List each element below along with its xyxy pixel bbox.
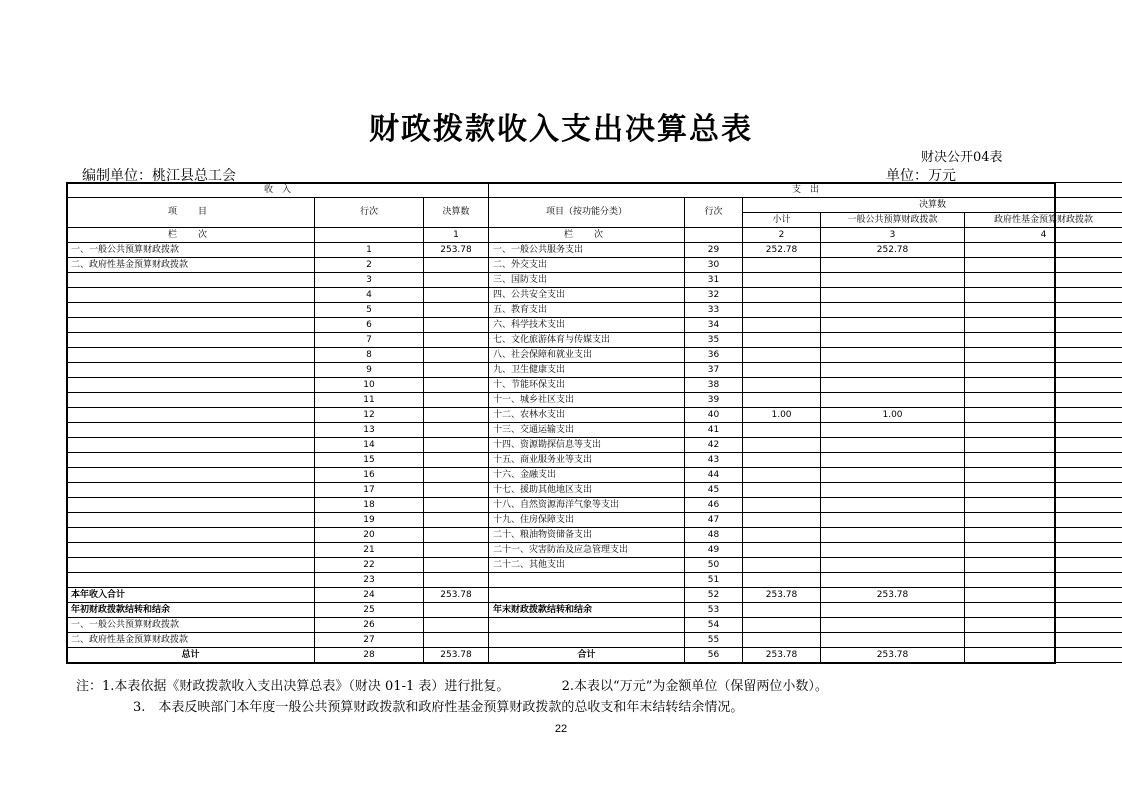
income-line-no-cell: 5 <box>315 303 424 318</box>
income-line-no-cell: 18 <box>315 498 424 513</box>
subtotal-cell <box>743 498 821 513</box>
general-budget-cell <box>821 348 965 363</box>
subtotal-cell: 253.78 <box>743 648 821 663</box>
expense-item-cell: 十三、交通运输支出 <box>489 423 685 438</box>
table-row <box>67 498 1122 513</box>
subtotal-cell <box>743 528 821 543</box>
table-row <box>67 483 1122 498</box>
expense-line-no-cell: 34 <box>685 318 743 333</box>
income-amount-cell <box>424 573 489 588</box>
subtotal-header: 小计 <box>743 213 821 228</box>
expense-line-no-cell: 30 <box>685 258 743 273</box>
subtotal-cell <box>743 363 821 378</box>
general-budget-cell <box>821 303 965 318</box>
gov-fund-cell <box>965 543 1122 558</box>
table-row <box>67 648 1122 663</box>
table-row <box>67 408 1122 423</box>
expense-line-no-cell: 44 <box>685 468 743 483</box>
subtotal-cell <box>743 348 821 363</box>
income-line-no-cell: 2 <box>315 258 424 273</box>
expense-item-cell: 七、文化旅游体育与传媒支出 <box>489 333 685 348</box>
expense-item-cell: 十一、城乡社区支出 <box>489 393 685 408</box>
expense-item-cell <box>489 618 685 633</box>
income-line-no-cell: 7 <box>315 333 424 348</box>
income-line-no-cell: 26 <box>315 618 424 633</box>
expense-item-cell: 年末财政拨款结转和结余 <box>489 603 685 618</box>
table-number: 财决公开04表 <box>921 150 1003 165</box>
income-line-no-cell: 8 <box>315 348 424 363</box>
expense-item-cell: 二十、粮油物资储备支出 <box>489 528 685 543</box>
column-index-row <box>67 228 1122 243</box>
income-line-no-cell: 10 <box>315 378 424 393</box>
subtotal-cell: 253.78 <box>743 588 821 603</box>
table-row <box>67 333 1122 348</box>
general-budget-cell <box>821 498 965 513</box>
line-no-header-2: 行次 <box>685 198 743 228</box>
gov-fund-cell <box>965 438 1122 453</box>
general-budget-cell <box>821 483 965 498</box>
income-amount-cell <box>424 528 489 543</box>
expense-item-cell: 十九、住房保障支出 <box>489 513 685 528</box>
table-row <box>67 243 1122 258</box>
expense-item-cell: 五、教育支出 <box>489 303 685 318</box>
expense-item-cell <box>489 588 685 603</box>
income-item-cell <box>67 468 315 483</box>
income-item-cell <box>67 363 315 378</box>
income-line-no-cell: 24 <box>315 588 424 603</box>
income-line-no-cell: 19 <box>315 513 424 528</box>
general-budget-cell <box>821 618 965 633</box>
gov-fund-cell <box>965 258 1122 273</box>
general-budget-cell <box>821 393 965 408</box>
table-row <box>67 618 1122 633</box>
gov-fund-cell <box>965 243 1122 258</box>
general-budget-cell <box>821 528 965 543</box>
expense-item-cell: 二十二、其他支出 <box>489 558 685 573</box>
gov-fund-cell <box>965 528 1122 543</box>
page-title: 财政拨款收入支出决算总表 <box>369 112 753 147</box>
income-line-no-cell: 1 <box>315 243 424 258</box>
table-row <box>67 573 1122 588</box>
subtotal-cell <box>743 438 821 453</box>
expense-line-no-cell: 49 <box>685 543 743 558</box>
income-item-cell <box>67 393 315 408</box>
income-line-no-cell: 6 <box>315 318 424 333</box>
income-item-cell <box>67 288 315 303</box>
table-row <box>67 288 1122 303</box>
col-index-3: 3 <box>821 228 965 243</box>
expense-item-cell: 二、外交支出 <box>489 258 685 273</box>
table-row <box>67 378 1122 393</box>
general-budget-cell <box>821 453 965 468</box>
income-amount-cell <box>424 453 489 468</box>
subtotal-cell <box>743 558 821 573</box>
table-row <box>67 318 1122 333</box>
subtotal-cell <box>743 333 821 348</box>
income-item-cell <box>67 453 315 468</box>
income-item-cell <box>67 318 315 333</box>
income-amount-cell <box>424 273 489 288</box>
table-row <box>67 543 1122 558</box>
expense-item-cell: 合计 <box>489 648 685 663</box>
final-amount-header: 决算数 <box>424 198 489 228</box>
gov-fund-cell <box>965 288 1122 303</box>
subtotal-cell: 252.78 <box>743 243 821 258</box>
income-item-cell <box>67 303 315 318</box>
gov-fund-cell <box>965 333 1122 348</box>
expense-line-no-cell: 29 <box>685 243 743 258</box>
gov-fund-cell <box>965 468 1122 483</box>
general-budget-cell: 253.78 <box>821 588 965 603</box>
income-amount-cell <box>424 438 489 453</box>
general-budget-cell <box>821 573 965 588</box>
income-item-cell <box>67 513 315 528</box>
gov-fund-cell <box>965 318 1122 333</box>
income-item-cell <box>67 528 315 543</box>
expense-line-no-cell: 46 <box>685 498 743 513</box>
subtotal-cell <box>743 303 821 318</box>
subtotal-cell <box>743 423 821 438</box>
income-amount-cell <box>424 258 489 273</box>
gov-fund-cell <box>965 483 1122 498</box>
subtotal-cell <box>743 618 821 633</box>
income-item-cell <box>67 438 315 453</box>
expense-line-no-cell: 47 <box>685 513 743 528</box>
note-1: 注：1.本表依据《财政拨款收入支出决算总表》（财决 01-1 表）进行批复。 <box>76 679 510 694</box>
expense-item-cell: 八、社会保障和就业支出 <box>489 348 685 363</box>
general-budget-header: 一般公共预算财政拨款 <box>821 213 965 228</box>
income-line-no-cell: 28 <box>315 648 424 663</box>
income-item-cell <box>67 558 315 573</box>
income-amount-cell <box>424 378 489 393</box>
table-row <box>67 273 1122 288</box>
expense-line-no-cell: 54 <box>685 618 743 633</box>
general-budget-cell <box>821 333 965 348</box>
gov-fund-cell <box>965 408 1122 423</box>
gov-fund-cell <box>965 648 1122 663</box>
item-header: 项 目 <box>67 198 315 228</box>
subtotal-cell <box>743 543 821 558</box>
expense-item-cell <box>489 633 685 648</box>
expense-line-no-cell: 52 <box>685 588 743 603</box>
general-budget-cell <box>821 513 965 528</box>
subtotal-cell <box>743 318 821 333</box>
table-row <box>67 423 1122 438</box>
table-row <box>67 633 1122 648</box>
general-budget-cell <box>821 633 965 648</box>
general-budget-cell: 1.00 <box>821 408 965 423</box>
header-row-2 <box>67 198 1122 213</box>
income-line-no-cell: 27 <box>315 633 424 648</box>
table-row <box>67 558 1122 573</box>
column-label-2: 栏 次 <box>489 228 685 243</box>
subtotal-cell <box>743 453 821 468</box>
column-label: 栏 次 <box>67 228 315 243</box>
income-item-cell: 一、一般公共预算财政拨款 <box>67 618 315 633</box>
gov-fund-header: 政府性基金预算财政拨款 <box>965 213 1122 228</box>
income-line-no-cell: 11 <box>315 393 424 408</box>
subtotal-cell <box>743 393 821 408</box>
general-budget-cell: 253.78 <box>821 648 965 663</box>
income-item-cell: 二、政府性基金预算财政拨款 <box>67 633 315 648</box>
income-amount-cell <box>424 363 489 378</box>
func-item-header: 项目（按功能分类） <box>489 198 685 228</box>
expense-line-no-cell: 43 <box>685 453 743 468</box>
gov-fund-cell <box>965 303 1122 318</box>
col-index-4: 4 <box>965 228 1122 243</box>
income-amount-cell <box>424 393 489 408</box>
table-row <box>67 513 1122 528</box>
income-item-cell: 本年收入合计 <box>67 588 315 603</box>
expense-item-cell <box>489 573 685 588</box>
expense-line-no-cell: 42 <box>685 438 743 453</box>
subtotal-cell <box>743 378 821 393</box>
general-budget-cell <box>821 258 965 273</box>
income-line-no-cell: 15 <box>315 453 424 468</box>
income-item-cell <box>67 573 315 588</box>
note-3: 3. 本表反映部门本年度一般公共预算财政拨款和政府性基金预算财政拨款的总收支和年末结转结余情况。 <box>133 700 744 715</box>
table-row <box>67 438 1122 453</box>
footnote-1 <box>76 675 828 694</box>
expense-item-cell: 十六、金融支出 <box>489 468 685 483</box>
gov-fund-cell <box>965 363 1122 378</box>
expense-header: 支 出 <box>489 183 1122 198</box>
income-amount-cell <box>424 333 489 348</box>
expense-line-no-cell: 48 <box>685 528 743 543</box>
expense-item-cell: 四、公共安全支出 <box>489 288 685 303</box>
gov-fund-cell <box>965 513 1122 528</box>
income-line-no-cell: 14 <box>315 438 424 453</box>
income-item-cell: 年初财政拨款结转和结余 <box>67 603 315 618</box>
income-item-cell <box>67 483 315 498</box>
expense-line-no-cell: 36 <box>685 348 743 363</box>
gov-fund-cell <box>965 558 1122 573</box>
income-item-cell <box>67 333 315 348</box>
income-line-no-cell: 3 <box>315 273 424 288</box>
income-item-cell <box>67 378 315 393</box>
expense-line-no-cell: 45 <box>685 483 743 498</box>
table-row <box>67 393 1122 408</box>
general-budget-cell <box>821 423 965 438</box>
income-line-no-cell: 20 <box>315 528 424 543</box>
general-budget-cell <box>821 363 965 378</box>
general-budget-cell <box>821 438 965 453</box>
income-item-cell: 一、一般公共预算财政拨款 <box>67 243 315 258</box>
expense-item-cell: 十七、援助其他地区支出 <box>489 483 685 498</box>
income-amount-cell <box>424 498 489 513</box>
income-amount-cell: 253.78 <box>424 588 489 603</box>
general-budget-cell <box>821 288 965 303</box>
expense-line-no-cell: 32 <box>685 288 743 303</box>
col-index-2: 2 <box>743 228 821 243</box>
expense-item-cell: 十五、商业服务业等支出 <box>489 453 685 468</box>
expense-item-cell: 十四、资源勘探信息等支出 <box>489 438 685 453</box>
income-line-no-cell: 9 <box>315 363 424 378</box>
currency-unit: 单位：万元 <box>886 168 956 184</box>
expense-line-no-cell: 33 <box>685 303 743 318</box>
income-line-no-cell: 13 <box>315 423 424 438</box>
subtotal-cell <box>743 288 821 303</box>
gov-fund-cell <box>965 348 1122 363</box>
gov-fund-cell <box>965 378 1122 393</box>
income-amount-cell <box>424 468 489 483</box>
expense-item-cell: 二十一、灾害防治及应急管理支出 <box>489 543 685 558</box>
gov-fund-cell <box>965 273 1122 288</box>
income-header: 收 入 <box>67 183 489 198</box>
income-item-cell <box>67 543 315 558</box>
expense-line-no-cell: 35 <box>685 333 743 348</box>
income-item-cell <box>67 348 315 363</box>
gov-fund-cell <box>965 588 1122 603</box>
subtotal-cell <box>743 273 821 288</box>
income-item-cell: 总计 <box>67 648 315 663</box>
expense-line-no-cell: 55 <box>685 633 743 648</box>
income-amount-cell <box>424 303 489 318</box>
gov-fund-cell <box>965 603 1122 618</box>
expense-line-no-cell: 41 <box>685 423 743 438</box>
table-row <box>67 588 1122 603</box>
subtotal-cell <box>743 513 821 528</box>
income-amount-cell <box>424 543 489 558</box>
general-budget-cell: 252.78 <box>821 243 965 258</box>
income-item-cell <box>67 273 315 288</box>
income-item-cell <box>67 408 315 423</box>
expense-item-cell: 十八、自然资源海洋气象等支出 <box>489 498 685 513</box>
income-item-cell <box>67 423 315 438</box>
income-amount-cell <box>424 633 489 648</box>
expense-item-cell: 一、一般公共服务支出 <box>489 243 685 258</box>
gov-fund-cell <box>965 633 1122 648</box>
header-row-1 <box>67 183 1122 198</box>
table-row <box>67 453 1122 468</box>
income-item-cell: 二、政府性基金预算财政拨款 <box>67 258 315 273</box>
subtotal-cell <box>743 468 821 483</box>
table-row <box>67 528 1122 543</box>
income-amount-cell <box>424 603 489 618</box>
income-item-cell <box>67 498 315 513</box>
income-line-no-cell: 21 <box>315 543 424 558</box>
general-budget-cell <box>821 468 965 483</box>
subtotal-cell <box>743 258 821 273</box>
income-amount-cell <box>424 618 489 633</box>
line-no-header: 行次 <box>315 198 424 228</box>
expense-line-no-cell: 40 <box>685 408 743 423</box>
income-amount-cell <box>424 348 489 363</box>
expense-line-no-cell: 56 <box>685 648 743 663</box>
gov-fund-cell <box>965 393 1122 408</box>
general-budget-cell <box>821 273 965 288</box>
income-amount-cell <box>424 558 489 573</box>
expense-line-no-cell: 39 <box>685 393 743 408</box>
income-amount-cell <box>424 423 489 438</box>
income-line-no-cell: 16 <box>315 468 424 483</box>
col-index-1: 1 <box>424 228 489 243</box>
income-amount-cell <box>424 288 489 303</box>
income-amount-cell <box>424 513 489 528</box>
page-number: 22 <box>554 723 568 735</box>
expense-item-cell: 十、节能环保支出 <box>489 378 685 393</box>
income-amount-cell <box>424 408 489 423</box>
subtotal-cell <box>743 483 821 498</box>
income-line-no-cell: 17 <box>315 483 424 498</box>
expense-line-no-cell: 53 <box>685 603 743 618</box>
income-line-no-cell: 22 <box>315 558 424 573</box>
general-budget-cell <box>821 378 965 393</box>
income-amount-cell: 253.78 <box>424 243 489 258</box>
gov-fund-cell <box>965 498 1122 513</box>
subtotal-cell <box>743 573 821 588</box>
gov-fund-cell <box>965 453 1122 468</box>
table-row <box>67 303 1122 318</box>
general-budget-cell <box>821 558 965 573</box>
expense-line-no-cell: 37 <box>685 363 743 378</box>
income-line-no-cell: 4 <box>315 288 424 303</box>
income-line-no-cell: 12 <box>315 408 424 423</box>
income-line-no-cell: 23 <box>315 573 424 588</box>
income-amount-cell <box>424 318 489 333</box>
table-row <box>67 363 1122 378</box>
gov-fund-cell <box>965 618 1122 633</box>
table-row <box>67 603 1122 618</box>
subtotal-cell: 1.00 <box>743 408 821 423</box>
general-budget-cell <box>821 318 965 333</box>
general-budget-cell <box>821 543 965 558</box>
subtotal-cell <box>743 603 821 618</box>
table-row <box>67 348 1122 363</box>
expense-line-no-cell: 50 <box>685 558 743 573</box>
final-amount-header-2: 决算数 <box>743 198 1122 213</box>
income-amount-cell <box>424 483 489 498</box>
expense-item-cell: 九、卫生健康支出 <box>489 363 685 378</box>
table-row <box>67 258 1122 273</box>
table-row <box>67 468 1122 483</box>
gov-fund-cell <box>965 573 1122 588</box>
expense-line-no-cell: 31 <box>685 273 743 288</box>
expense-item-cell: 三、国防支出 <box>489 273 685 288</box>
expense-item-cell: 十二、农林水支出 <box>489 408 685 423</box>
income-amount-cell: 253.78 <box>424 648 489 663</box>
subtotal-cell <box>743 633 821 648</box>
gov-fund-cell <box>965 423 1122 438</box>
expense-line-no-cell: 51 <box>685 573 743 588</box>
income-line-no-cell: 25 <box>315 603 424 618</box>
reporting-unit: 编制单位：桃江县总工会 <box>82 168 236 184</box>
general-budget-cell <box>821 603 965 618</box>
expense-item-cell: 六、科学技术支出 <box>489 318 685 333</box>
budget-summary-table <box>66 182 1122 663</box>
expense-line-no-cell: 38 <box>685 378 743 393</box>
note-2: 2.本表以“万元”为金额单位（保留两位小数）。 <box>561 679 828 694</box>
